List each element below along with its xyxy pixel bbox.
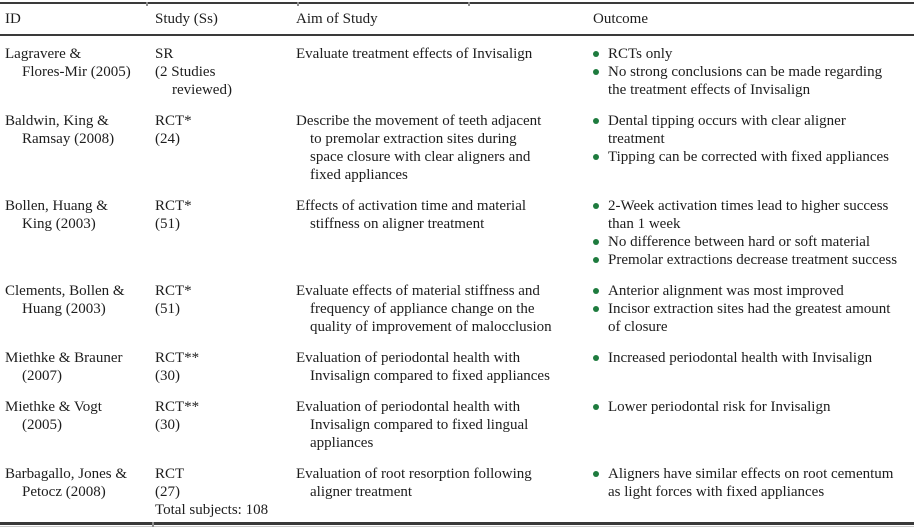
aim-line: frequency of appliance change on the — [310, 301, 535, 317]
id-cell — [5, 282, 155, 318]
bullet-icon — [593, 203, 599, 209]
aim-cell — [296, 349, 585, 385]
aim-line: Evaluation of periodontal health with — [296, 399, 521, 415]
col-header-aim: Aim of Study — [296, 11, 378, 27]
outcome-line: 2-Week activation times lead to higher success — [608, 198, 889, 214]
id-line: Baldwin, King & — [5, 113, 109, 129]
study-line: (24) — [155, 131, 180, 147]
outcome-line: of closure — [608, 319, 668, 335]
col-header-id: ID — [5, 11, 21, 27]
outcome-cell — [585, 197, 914, 269]
outcome-text — [608, 148, 889, 166]
col-header-outcome: Outcome — [593, 11, 648, 27]
aim-cell — [296, 465, 585, 501]
outcome-bullet — [593, 282, 914, 300]
id-line: King (2003) — [22, 216, 96, 232]
study-line: (30) — [155, 368, 180, 384]
outcome-text — [608, 63, 882, 99]
outcome-bullet — [593, 197, 914, 233]
aim-line: appliances — [310, 435, 374, 451]
study-line: RCT* — [155, 113, 192, 129]
outcome-line: treatment — [608, 131, 665, 147]
aim-line: fixed appliances — [310, 167, 408, 183]
id-cell — [5, 398, 155, 434]
study-cell — [155, 112, 296, 148]
aim-cell — [296, 197, 585, 233]
outcome-text — [608, 300, 890, 336]
scan-artifact-tick — [297, 2, 299, 6]
outcome-text — [608, 45, 672, 63]
study-cell — [155, 465, 296, 519]
outcome-line: Increased periodontal health with Invisalign — [608, 350, 873, 366]
table-row — [0, 465, 914, 519]
table-header-row — [0, 4, 914, 34]
outcome-text — [608, 349, 872, 367]
table-row — [0, 197, 914, 269]
outcome-line: Lower periodontal risk for Invisalign — [608, 399, 831, 415]
study-line: (51) — [155, 216, 180, 232]
id-line: Lagravere & — [5, 46, 82, 62]
id-cell — [5, 112, 155, 148]
bullet-icon — [593, 306, 599, 312]
outcome-line: Dental tipping occurs with clear aligner — [608, 113, 846, 129]
aim-line: Evaluate effects of material stiffness and — [296, 283, 540, 299]
id-cell — [5, 197, 155, 233]
outcome-cell — [585, 398, 914, 416]
study-line: RCT* — [155, 198, 192, 214]
study-line: (2 Studies — [155, 64, 216, 80]
studies-table — [0, 2, 914, 527]
outcome-bullet — [593, 398, 914, 416]
col-header-study: Study (Ss) — [155, 11, 218, 27]
aim-cell — [296, 282, 585, 336]
id-line: Bollen, Huang & — [5, 198, 108, 214]
study-cell — [155, 282, 296, 318]
aim-line: aligner treatment — [310, 484, 413, 500]
bullet-icon — [593, 118, 599, 124]
aim-cell — [296, 398, 585, 452]
outcome-bullet — [593, 112, 914, 148]
outcome-bullet — [593, 251, 914, 269]
table-body — [0, 36, 914, 522]
id-line: Ramsay (2008) — [22, 131, 115, 147]
bullet-icon — [593, 288, 599, 294]
id-cell — [5, 45, 155, 81]
outcome-text — [608, 197, 888, 233]
outcome-line: than 1 week — [608, 216, 681, 232]
study-cell — [155, 398, 296, 434]
aim-line: Evaluation of periodontal health with — [296, 350, 521, 366]
aim-line: space closure with clear aligners and — [310, 149, 531, 165]
study-line: reviewed) — [172, 82, 232, 98]
outcome-text — [608, 465, 893, 501]
outcome-cell — [585, 45, 914, 99]
table-row — [0, 45, 914, 99]
outcome-bullet — [593, 349, 914, 367]
bullet-icon — [593, 69, 599, 75]
outcome-line: No strong conclusions can be made regarding — [608, 64, 883, 80]
id-line: (2005) — [22, 417, 62, 433]
outcome-bullet — [593, 465, 914, 501]
outcome-line: Premolar extractions decrease treatment success — [608, 252, 898, 268]
bullet-icon — [593, 239, 599, 245]
outcome-cell — [585, 282, 914, 336]
aim-line: Describe the movement of teeth adjacent — [296, 113, 542, 129]
table-row — [0, 112, 914, 184]
aim-line: Evaluation of root resorption following — [296, 466, 532, 482]
study-cell — [155, 349, 296, 385]
bullet-icon — [593, 404, 599, 410]
aim-line: Invisalign compared to fixed appliances — [310, 368, 550, 384]
outcome-text — [608, 112, 846, 148]
table-row — [0, 398, 914, 452]
outcome-cell — [585, 349, 914, 367]
study-line: RCT — [155, 466, 185, 482]
bullet-icon — [593, 257, 599, 263]
outcome-bullet — [593, 300, 914, 336]
study-line: SR — [155, 46, 174, 62]
outcome-text — [608, 282, 844, 300]
scan-artifact-tick — [146, 2, 148, 6]
outcome-line: No difference between hard or soft material — [608, 234, 871, 250]
id-cell — [5, 349, 155, 385]
table-row — [0, 349, 914, 385]
study-line: Total subjects: 108 — [155, 502, 269, 518]
id-line: Miethke & Vogt — [5, 399, 102, 415]
id-line: Clements, Bollen & — [5, 283, 125, 299]
outcome-line: the treatment effects of Invisalign — [608, 82, 811, 98]
bullet-icon — [593, 355, 599, 361]
table-row — [0, 282, 914, 336]
bullet-icon — [593, 471, 599, 477]
study-cell — [155, 45, 296, 99]
study-line: (51) — [155, 301, 180, 317]
outcome-bullet — [593, 45, 914, 63]
bullet-icon — [593, 51, 599, 57]
aim-line: Invisalign compared to fixed lingual — [310, 417, 529, 433]
outcome-line: Aligners have similar effects on root cementum — [608, 466, 894, 482]
aim-line: Effects of activation time and material — [296, 198, 527, 214]
outcome-line: Anterior alignment was most improved — [608, 283, 844, 299]
study-line: RCT* — [155, 283, 192, 299]
id-line: Petocz (2008) — [22, 484, 106, 500]
scan-artifact-tick — [468, 2, 470, 6]
outcome-bullet — [593, 63, 914, 99]
aim-cell — [296, 112, 585, 184]
outcome-line: Tipping can be corrected with fixed appliances — [608, 149, 890, 165]
aim-line: to premolar extraction sites during — [310, 131, 517, 147]
id-line: Flores-Mir (2005) — [22, 64, 131, 80]
bullet-icon — [593, 154, 599, 160]
outcome-text — [608, 398, 830, 416]
study-line: (30) — [155, 417, 180, 433]
outcome-text — [608, 251, 897, 269]
aim-cell — [296, 45, 585, 63]
outcome-cell — [585, 465, 914, 501]
outcome-line: as light forces with fixed appliances — [608, 484, 825, 500]
study-cell — [155, 197, 296, 233]
id-line: (2007) — [22, 368, 62, 384]
scan-artifact-tick — [152, 522, 154, 527]
outcome-cell — [585, 112, 914, 166]
id-line: Huang (2003) — [22, 301, 106, 317]
outcome-bullet — [593, 148, 914, 166]
outcome-line: RCTs only — [608, 46, 673, 62]
study-line: RCT** — [155, 399, 200, 415]
id-line: Miethke & Brauner — [5, 350, 123, 366]
id-line: Barbagallo, Jones & — [5, 466, 128, 482]
outcome-line: Incisor extraction sites had the greatest amount — [608, 301, 891, 317]
study-line: RCT** — [155, 350, 200, 366]
outcome-bullet — [593, 233, 914, 251]
outcome-text — [608, 233, 870, 251]
id-cell — [5, 465, 155, 501]
study-line: (27) — [155, 484, 180, 500]
aim-line: stiffness on aligner treatment — [310, 216, 485, 232]
aim-line: Evaluate treatment effects of Invisalign — [296, 46, 533, 62]
aim-line: quality of improvement of malocclusion — [310, 319, 552, 335]
